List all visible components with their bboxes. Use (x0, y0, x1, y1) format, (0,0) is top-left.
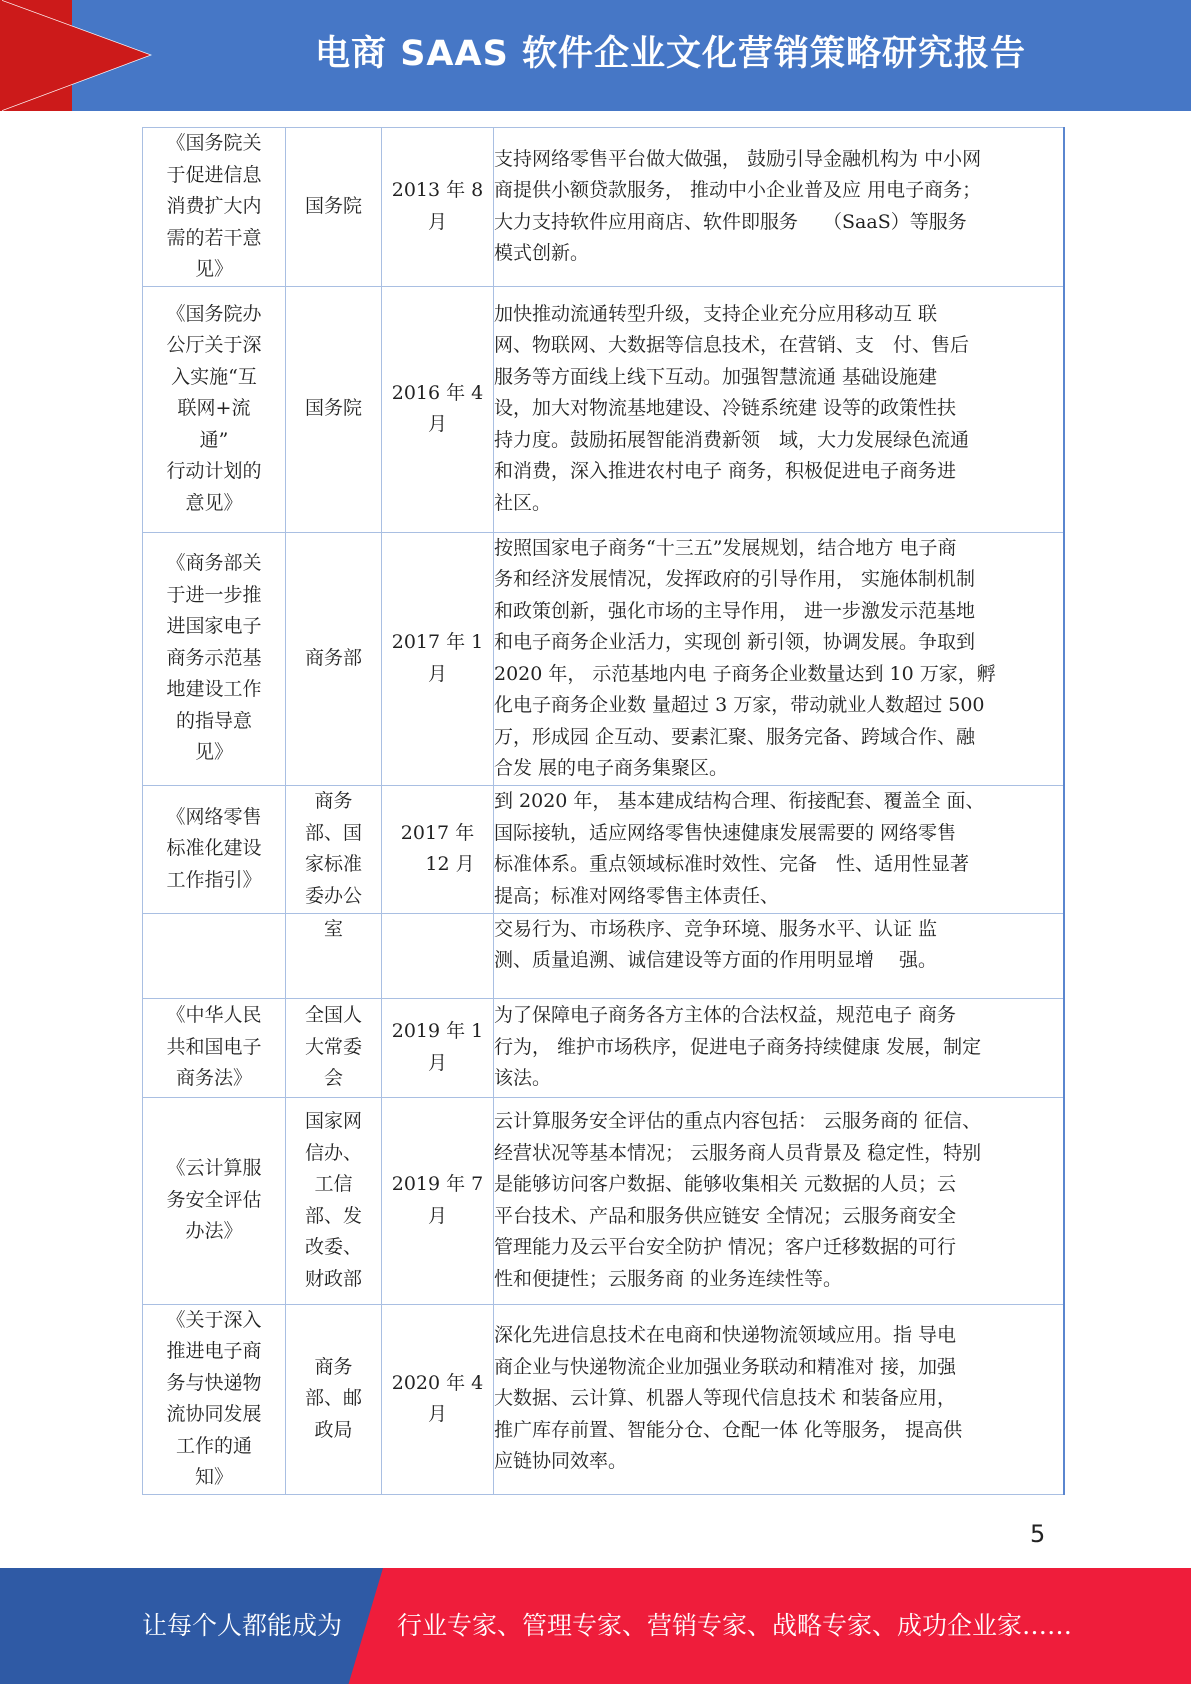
issuing-dept-cell: 国家网 信办、 工信 部、发 改委、 财政部 (286, 1097, 382, 1304)
issue-date-cell (382, 913, 494, 998)
policy-content-cell: 深化先进信息技术在电商和快递物流领域应用。指 导电 商企业与快递物流企业加强业务联动和精准对 接，加强 大数据、云计算、机器人等现代信息技术 和装备应用， 推广库存前置、智能分仓、仓配一体 化等服务， 提高供 应链协同效率。 (494, 1304, 1064, 1494)
policy-name-cell: 《中华人民 共和国电子 商务法》 (143, 998, 286, 1097)
header-banner (0, 0, 1191, 111)
issuing-dept-cell: 国务院 (286, 286, 382, 532)
issue-date-cell: 2016 年 4 月 (382, 286, 494, 532)
policy-content-cell: 支持网络零售平台做大做强， 鼓励引导金融机构为 中小网 商提供小额贷款服务， 推动中小企业普及应 用电子商务； 大力支持软件应用商店、软件即服务 （SaaS）等服务 模式创新。 (494, 128, 1064, 287)
footer-slogan-left: 让每个人都能成为 (142, 1611, 343, 1640)
table-row (143, 913, 1064, 998)
page-number: 5 (1030, 1520, 1046, 1548)
policy-table (142, 127, 1065, 1495)
policy-name-cell: 《商务部关 于进一步推 进国家电子 商务示范基 地建设工作 的指导意 见》 (143, 532, 286, 785)
policy-content-cell: 到 2020 年， 基本建成结构合理、衔接配套、覆盖全 面、 国际接轨，适应网络零售快速健康发展需要的 网络零售 标准体系。重点领域标准时效性、完备 性、适用性显著 提高；标准对网络零售主体责任、 (494, 785, 1064, 913)
table-row (143, 286, 1064, 532)
footer-banner (0, 1568, 1191, 1684)
issue-date-cell: 2019 年 1 月 (382, 998, 494, 1097)
issuing-dept-cell: 全国人 大常委 会 (286, 998, 382, 1097)
issuing-dept-cell: 商务 部、国 家标准 委办公 (286, 785, 382, 913)
policy-content-cell: 加快推动流通转型升级，支持企业充分应用移动互 联 网、物联网、大数据等信息技术，在营销、支 付、售后 服务等方面线上线下互动。加强智慧流通 基础设施建 设，加大对物流基地建设、冷链系统建 设等的政策性扶 持力度。鼓励拓展智能消费新领 域，大力发展绿色流通 和消费，深入推进农村电子 商务，积极促进电子商务进 社区。 (494, 286, 1064, 532)
table-row (143, 1304, 1064, 1494)
policy-name-cell: 《关于深入 推进电子商 务与快递物 流协同发展 工作的通 知》 (143, 1304, 286, 1494)
issue-date-cell: 2019 年 7 月 (382, 1097, 494, 1304)
policy-content-cell: 云计算服务安全评估的重点内容包括： 云服务商的 征信、 经营状况等基本情况； 云服务商人员背景及 稳定性，特别 是能够访问客户数据、能够收集相关 元数据的人员；云 平台技术、产品和服务供应链安 全情况；云服务商安全 管理能力及云平台安全防护 情况；客户迁移数据的可行 性和便捷性；云服务商 的业务连续性等。 (494, 1097, 1064, 1304)
policy-name-cell: 《网络零售 标准化建设 工作指引》 (143, 785, 286, 913)
issuing-dept-cell: 室 (286, 913, 382, 998)
table-row (143, 128, 1064, 287)
policy-name-cell: 《国务院办 公厅关于深 入实施“互 联网+流 通” 行动计划的 意见》 (143, 286, 286, 532)
issue-date-cell: 2017 年 1 月 (382, 532, 494, 785)
issue-date-cell: 2013 年 8 月 (382, 128, 494, 287)
issuing-dept-cell: 商务 部、邮 政局 (286, 1304, 382, 1494)
issue-date-cell: 2017 年 12 月 (382, 785, 494, 913)
footer-slogan-right: 行业专家、管理专家、营销专家、战略专家、成功企业家…… (397, 1611, 1073, 1640)
table-row (143, 998, 1064, 1097)
policy-content-cell: 交易行为、市场秩序、竞争环境、服务水平、认证 监 测、质量追溯、诚信建设等方面的作用明显增 强。 (494, 913, 1064, 998)
policy-name-cell (143, 913, 286, 998)
issuing-dept-cell: 商务部 (286, 532, 382, 785)
policy-content-cell: 按照国家电子商务“十三五”发展规划，结合地方 电子商 务和经济发展情况，发挥政府的引导作用， 实施体制机制 和政策创新，强化市场的主导作用， 进一步激发示范基地 和电子商务企业活力，实现创 新引领，协调发展。争取到 2020 年， 示范基地内电 子商务企业数量达到 10 万家，孵 化电子商务企业数 量超过 3 万家，带动就业人数超过 500 万，形成园 企互动、要素汇聚、服务完备、跨域合作、融 合发 展的电子商务集聚区。 (494, 532, 1064, 785)
policy-content-cell: 为了保障电子商务各方主体的合法权益，规范电子 商务 行为， 维护市场秩序，促进电子商务持续健康 发展，制定 该法。 (494, 998, 1064, 1097)
table-row (143, 785, 1064, 913)
header-arrow-icon (0, 0, 150, 111)
table-row (143, 1097, 1064, 1304)
issue-date-cell: 2020 年 4 月 (382, 1304, 494, 1494)
table-row (143, 532, 1064, 785)
policy-name-cell: 《国务院关 于促进信息 消费扩大内 需的若干意 见》 (143, 128, 286, 287)
document-title: 电商 SAAS 软件企业文化营销策略研究报告 (315, 34, 1026, 74)
policy-name-cell: 《云计算服 务安全评估 办法》 (143, 1097, 286, 1304)
issuing-dept-cell: 国务院 (286, 128, 382, 287)
